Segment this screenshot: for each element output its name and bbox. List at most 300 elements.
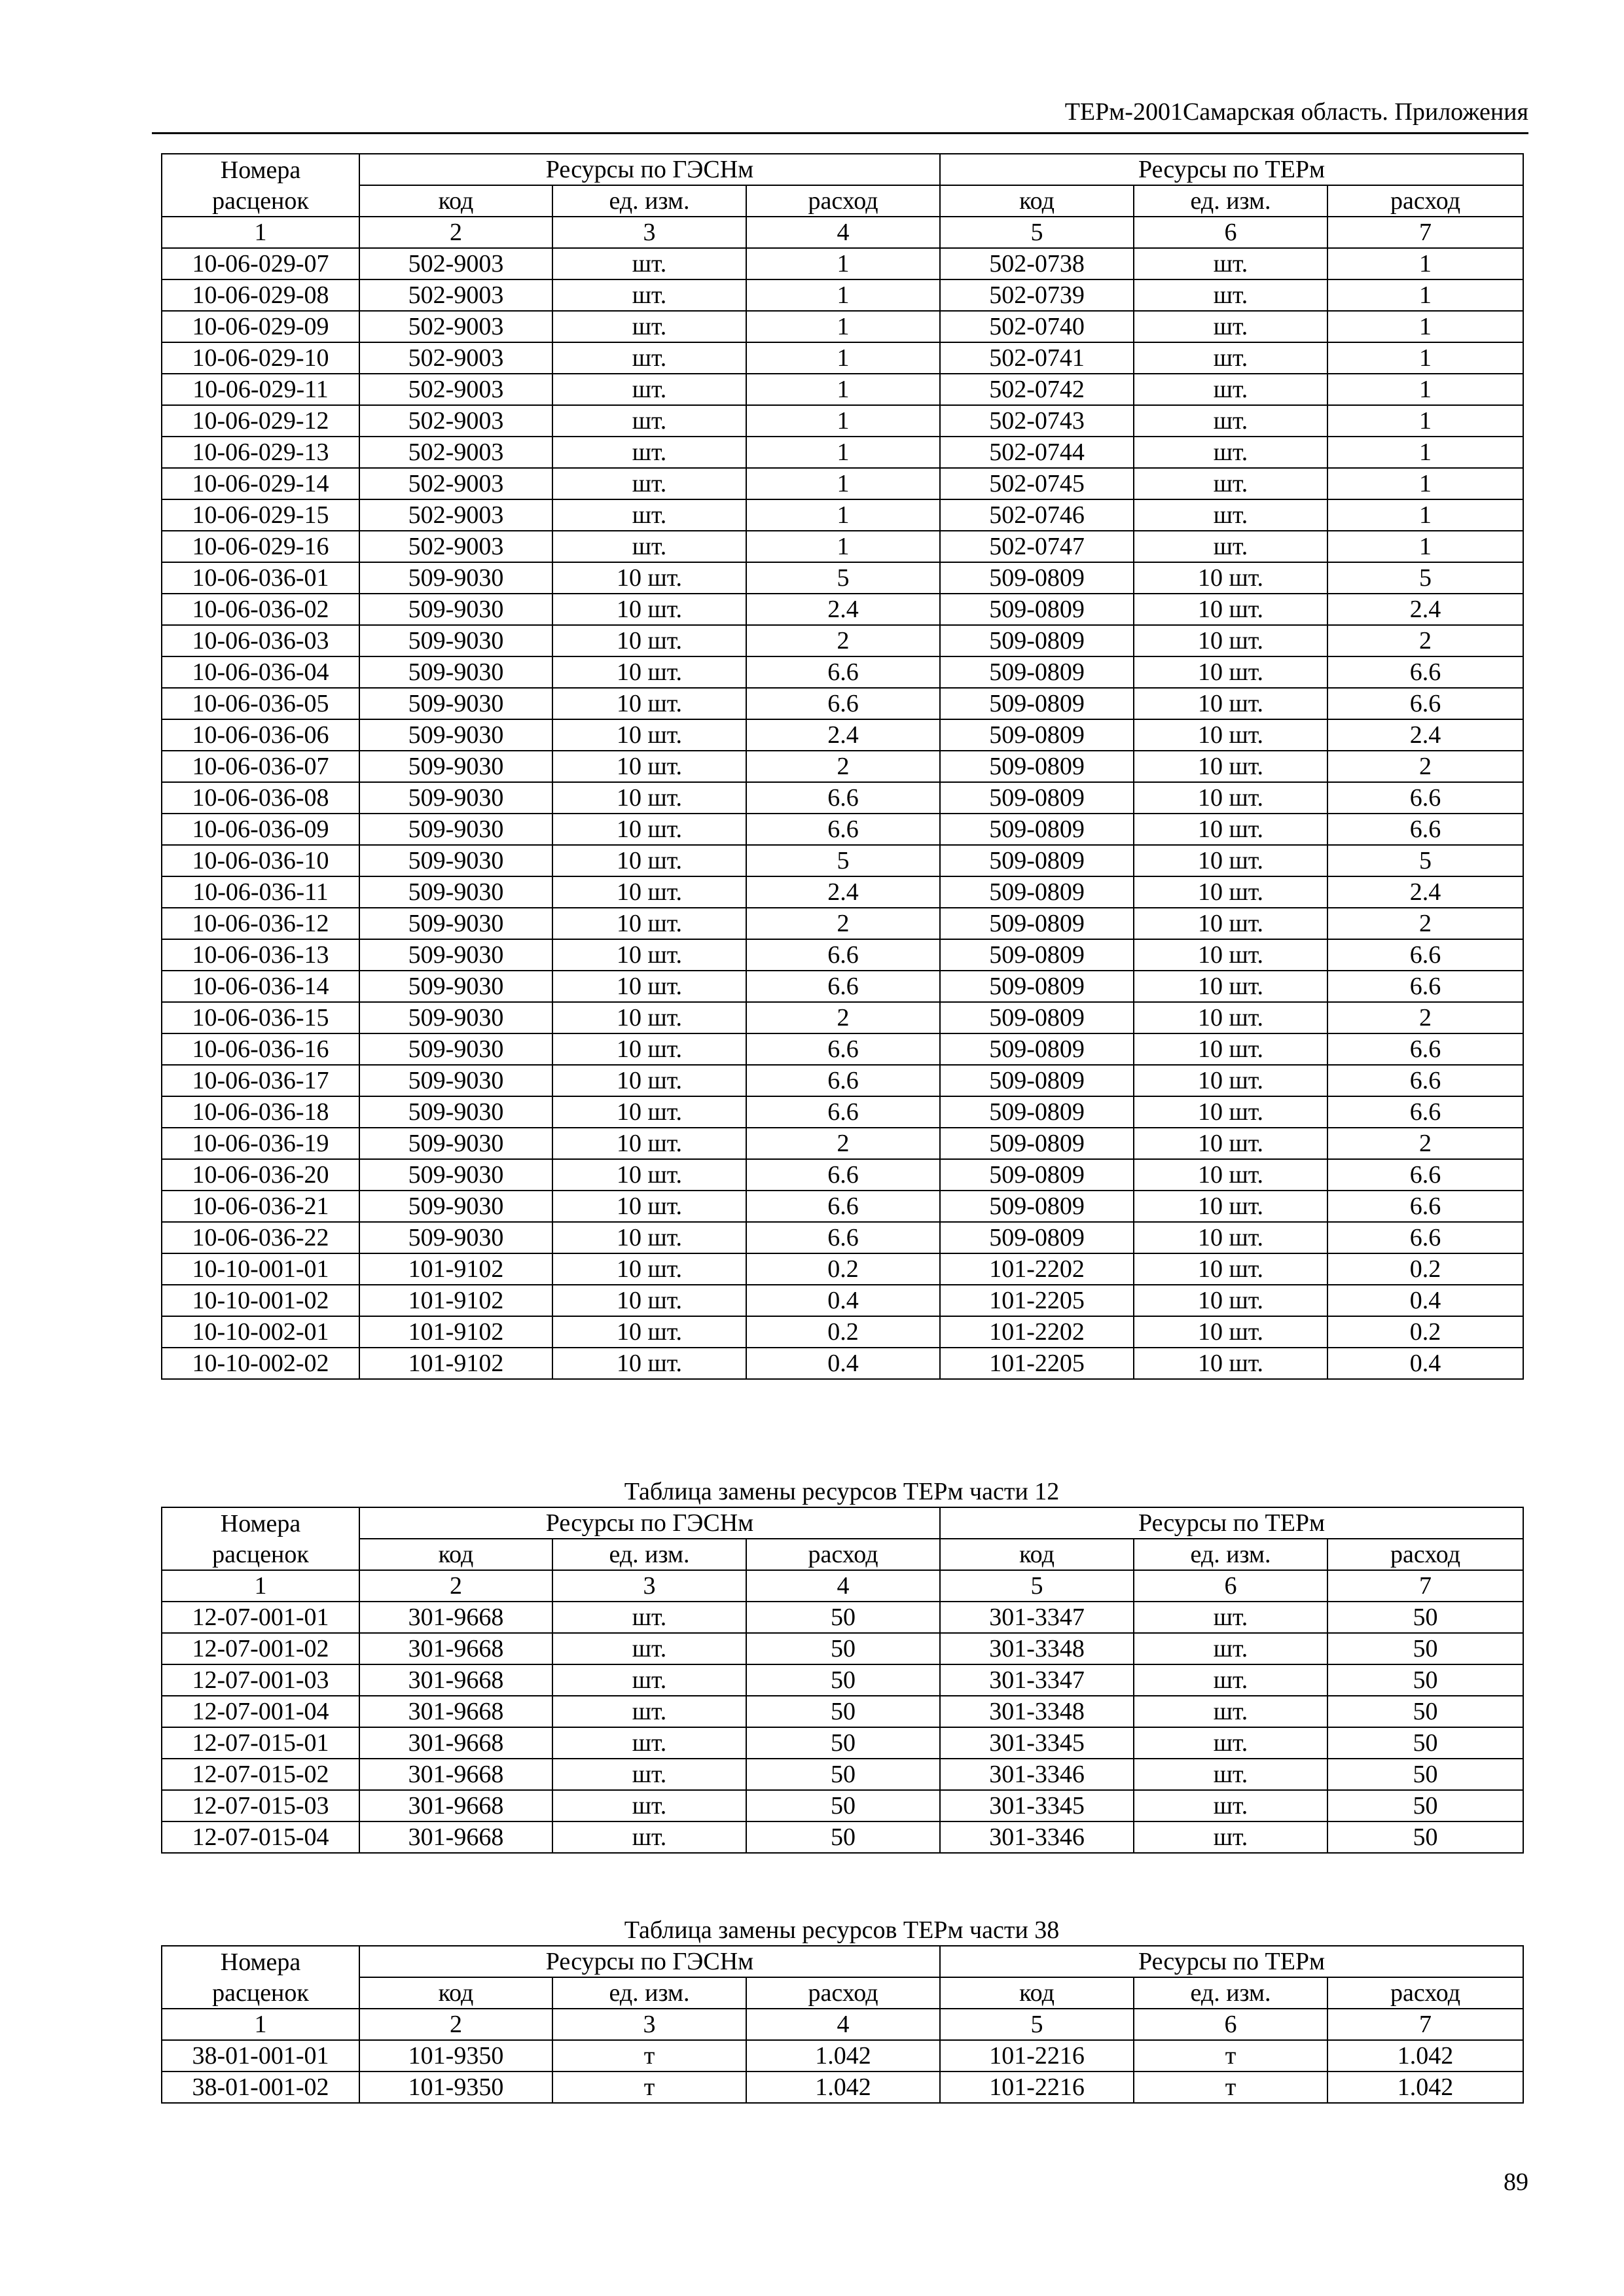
gesn-resources-header: Ресурсы по ГЭСНм [359, 1946, 940, 1977]
gesn-unit-cell: шт. [552, 1759, 746, 1790]
ter-consumption-cell: 1 [1327, 279, 1523, 311]
ter-unit-cell: шт. [1134, 499, 1327, 531]
ter-code-cell: 101-2202 [940, 1253, 1134, 1285]
gesn-unit-cell: 10 шт. [552, 562, 746, 594]
ter-code-cell: 509-0809 [940, 971, 1134, 1002]
ter-code-cell: 101-2202 [940, 1316, 1134, 1348]
table-row [162, 1191, 1523, 1222]
table-row [162, 248, 1523, 279]
gesn-consumption-cell: 2 [746, 1002, 940, 1033]
gesn-consumption-cell: 2.4 [746, 719, 940, 751]
gesn-consumption-cell: 50 [746, 1696, 940, 1727]
rate-number-cell: 12-07-015-02 [162, 1759, 359, 1790]
rate-number-cell: 10-06-029-11 [162, 374, 359, 405]
rate-number-cell: 10-06-029-08 [162, 279, 359, 311]
rate-number-cell: 12-07-015-04 [162, 1821, 359, 1853]
rate-number-cell: 12-07-001-02 [162, 1633, 359, 1664]
gesn-consumption-cell: 2.4 [746, 876, 940, 908]
ter-unit-cell: 10 шт. [1134, 1159, 1327, 1191]
gesn-code-cell: 509-9030 [359, 1222, 552, 1253]
column-index: 5 [940, 217, 1134, 248]
gesn-code-cell: 509-9030 [359, 814, 552, 845]
rate-number-cell: 12-07-001-04 [162, 1696, 359, 1727]
ter-code-header: код [940, 1539, 1134, 1570]
table-row [162, 468, 1523, 499]
table-row [162, 499, 1523, 531]
ter-unit-cell: 10 шт. [1134, 688, 1327, 719]
ter-consumption-cell: 2 [1327, 1002, 1523, 1033]
rate-number-header-cont: расценок [162, 1977, 359, 2009]
ter-consumption-cell: 2 [1327, 1128, 1523, 1159]
ter-unit-cell: шт. [1134, 1696, 1327, 1727]
gesn-consumption-cell: 6.6 [746, 1033, 940, 1065]
column-index: 3 [552, 217, 746, 248]
table-caption: Таблица замены ресурсов ТЕРм части 38 [624, 1916, 1060, 1944]
gesn-consumption-cell: 0.2 [746, 1316, 940, 1348]
ter-unit-cell: шт. [1134, 1759, 1327, 1790]
gesn-unit-cell: шт. [552, 405, 746, 437]
rate-number-header-cont: расценок [162, 1539, 359, 1570]
gesn-code-header: код [359, 1977, 552, 2009]
ter-consumption-cell: 1.042 [1327, 2040, 1523, 2072]
gesn-consumption-cell: 50 [746, 1821, 940, 1853]
ter-consumption-cell: 6.6 [1327, 656, 1523, 688]
table-row [162, 437, 1523, 468]
header-row-index [162, 217, 1523, 248]
ter-code-cell: 301-3348 [940, 1633, 1134, 1664]
gesn-code-cell: 509-9030 [359, 876, 552, 908]
gesn-consumption-cell: 1 [746, 499, 940, 531]
rate-number-header-cont: расценок [162, 185, 359, 217]
gesn-unit-cell: 10 шт. [552, 688, 746, 719]
ter-unit-cell: шт. [1134, 248, 1327, 279]
rate-number-cell: 10-06-036-13 [162, 939, 359, 971]
gesn-consumption-cell: 6.6 [746, 1096, 940, 1128]
ter-consumption-header: расход [1327, 185, 1523, 217]
ter-code-cell: 301-3347 [940, 1664, 1134, 1696]
rate-number-cell: 10-06-036-09 [162, 814, 359, 845]
table-row [162, 782, 1523, 814]
gesn-consumption-cell: 6.6 [746, 814, 940, 845]
column-index: 6 [1134, 1570, 1327, 1602]
resource-table [161, 1945, 1524, 2104]
gesn-consumption-cell: 1 [746, 437, 940, 468]
table-row [162, 719, 1523, 751]
table-row [162, 971, 1523, 1002]
table-row [162, 1065, 1523, 1096]
table-row [162, 656, 1523, 688]
gesn-consumption-cell: 1 [746, 248, 940, 279]
ter-unit-cell: 10 шт. [1134, 1065, 1327, 1096]
gesn-code-cell: 509-9030 [359, 782, 552, 814]
gesn-code-cell: 509-9030 [359, 594, 552, 625]
gesn-unit-cell: шт. [552, 248, 746, 279]
column-index: 4 [746, 1570, 940, 1602]
table-row [162, 374, 1523, 405]
rate-number-cell: 38-01-001-02 [162, 2072, 359, 2103]
table-row [162, 279, 1523, 311]
column-index: 4 [746, 217, 940, 248]
header-row-subcolumns [162, 1977, 1523, 2009]
rate-number-header: Номера [162, 1507, 359, 1539]
ter-code-cell: 509-0809 [940, 939, 1134, 971]
ter-unit-header: ед. изм. [1134, 1539, 1327, 1570]
ter-unit-cell: 10 шт. [1134, 814, 1327, 845]
ter-unit-cell: 10 шт. [1134, 562, 1327, 594]
gesn-unit-cell: 10 шт. [552, 719, 746, 751]
gesn-unit-cell: шт. [552, 499, 746, 531]
ter-unit-cell: шт. [1134, 1664, 1327, 1696]
ter-code-cell: 509-0809 [940, 1096, 1134, 1128]
ter-code-cell: 509-0809 [940, 594, 1134, 625]
rate-number-cell: 10-06-029-16 [162, 531, 359, 562]
ter-unit-cell: 10 шт. [1134, 908, 1327, 939]
gesn-consumption-cell: 1.042 [746, 2040, 940, 2072]
gesn-code-cell: 301-9668 [359, 1821, 552, 1853]
header-row-subcolumns [162, 1539, 1523, 1570]
ter-unit-cell: 10 шт. [1134, 939, 1327, 971]
ter-consumption-cell: 2.4 [1327, 876, 1523, 908]
column-index: 6 [1134, 2009, 1327, 2040]
gesn-code-cell: 502-9003 [359, 374, 552, 405]
column-index: 3 [552, 1570, 746, 1602]
ter-code-cell: 502-0740 [940, 311, 1134, 342]
ter-resources-header: Ресурсы по ТЕРм [940, 154, 1523, 185]
gesn-consumption-cell: 1 [746, 531, 940, 562]
table-row [162, 1316, 1523, 1348]
ter-code-cell: 509-0809 [940, 1128, 1134, 1159]
ter-unit-cell: 10 шт. [1134, 1348, 1327, 1379]
gesn-unit-cell: шт. [552, 1633, 746, 1664]
table-row [162, 688, 1523, 719]
ter-code-cell: 502-0738 [940, 248, 1134, 279]
ter-consumption-cell: 0.2 [1327, 1316, 1523, 1348]
ter-consumption-cell: 6.6 [1327, 939, 1523, 971]
gesn-unit-cell: 10 шт. [552, 908, 746, 939]
table-row [162, 1602, 1523, 1633]
rate-number-cell: 10-06-029-07 [162, 248, 359, 279]
rate-number-cell: 10-06-036-06 [162, 719, 359, 751]
table-row [162, 1348, 1523, 1379]
column-index: 4 [746, 2009, 940, 2040]
rate-number-header: Номера [162, 1946, 359, 1977]
column-index: 6 [1134, 217, 1327, 248]
gesn-unit-cell: 10 шт. [552, 782, 746, 814]
gesn-consumption-cell: 1 [746, 405, 940, 437]
table-row [162, 625, 1523, 656]
gesn-consumption-cell: 1 [746, 342, 940, 374]
gesn-code-cell: 509-9030 [359, 562, 552, 594]
gesn-unit-cell: 10 шт. [552, 1191, 746, 1222]
rate-number-cell: 10-06-036-17 [162, 1065, 359, 1096]
ter-consumption-cell: 1 [1327, 405, 1523, 437]
ter-unit-cell: 10 шт. [1134, 1096, 1327, 1128]
ter-consumption-cell: 6.6 [1327, 1191, 1523, 1222]
gesn-unit-cell: т [552, 2072, 746, 2103]
gesn-unit-cell: 10 шт. [552, 939, 746, 971]
rate-number-cell: 10-06-036-22 [162, 1222, 359, 1253]
ter-consumption-cell: 50 [1327, 1821, 1523, 1853]
ter-code-cell: 509-0809 [940, 908, 1134, 939]
gesn-consumption-cell: 6.6 [746, 971, 940, 1002]
ter-consumption-cell: 2 [1327, 625, 1523, 656]
rate-number-cell: 10-06-036-07 [162, 751, 359, 782]
gesn-unit-cell: 10 шт. [552, 1253, 746, 1285]
gesn-unit-cell: 10 шт. [552, 1065, 746, 1096]
gesn-consumption-cell: 2 [746, 625, 940, 656]
ter-code-cell: 509-0809 [940, 625, 1134, 656]
resource-table-part-10 [161, 153, 1523, 1380]
ter-consumption-cell: 1 [1327, 499, 1523, 531]
rate-number-cell: 10-06-029-15 [162, 499, 359, 531]
gesn-unit-cell: шт. [552, 468, 746, 499]
gesn-code-cell: 101-9102 [359, 1348, 552, 1379]
gesn-code-cell: 301-9668 [359, 1602, 552, 1633]
gesn-code-cell: 101-9102 [359, 1316, 552, 1348]
gesn-unit-cell: шт. [552, 1696, 746, 1727]
ter-unit-cell: шт. [1134, 1790, 1327, 1821]
ter-code-cell: 509-0809 [940, 876, 1134, 908]
gesn-unit-cell: 10 шт. [552, 814, 746, 845]
ter-consumption-cell: 6.6 [1327, 971, 1523, 1002]
ter-code-cell: 509-0809 [940, 1065, 1134, 1096]
gesn-code-cell: 509-9030 [359, 1191, 552, 1222]
gesn-consumption-header: расход [746, 1539, 940, 1570]
gesn-unit-cell: 10 шт. [552, 656, 746, 688]
ter-code-cell: 101-2216 [940, 2040, 1134, 2072]
gesn-unit-cell: шт. [552, 531, 746, 562]
gesn-code-cell: 301-9668 [359, 1664, 552, 1696]
rate-number-cell: 10-06-036-14 [162, 971, 359, 1002]
ter-unit-cell: 10 шт. [1134, 625, 1327, 656]
gesn-consumption-cell: 50 [746, 1633, 940, 1664]
ter-consumption-cell: 5 [1327, 845, 1523, 876]
gesn-code-cell: 502-9003 [359, 437, 552, 468]
gesn-consumption-cell: 6.6 [746, 939, 940, 971]
rate-number-cell: 10-06-036-21 [162, 1191, 359, 1222]
ter-unit-cell: шт. [1134, 279, 1327, 311]
table-row [162, 1727, 1523, 1759]
ter-code-header: код [940, 1977, 1134, 2009]
gesn-code-cell: 509-9030 [359, 625, 552, 656]
ter-consumption-cell: 0.4 [1327, 1348, 1523, 1379]
ter-code-cell: 509-0809 [940, 782, 1134, 814]
ter-consumption-cell: 5 [1327, 562, 1523, 594]
ter-consumption-cell: 50 [1327, 1633, 1523, 1664]
gesn-consumption-cell: 1.042 [746, 2072, 940, 2103]
gesn-unit-cell: 10 шт. [552, 1128, 746, 1159]
ter-unit-cell: 10 шт. [1134, 845, 1327, 876]
ter-unit-cell: 10 шт. [1134, 1253, 1327, 1285]
rate-number-cell: 10-06-029-09 [162, 311, 359, 342]
ter-consumption-cell: 1 [1327, 342, 1523, 374]
gesn-unit-cell: шт. [552, 1821, 746, 1853]
ter-consumption-cell: 6.6 [1327, 1033, 1523, 1065]
rate-number-cell: 12-07-001-01 [162, 1602, 359, 1633]
gesn-consumption-cell: 6.6 [746, 656, 940, 688]
ter-consumption-cell: 2 [1327, 908, 1523, 939]
gesn-consumption-cell: 50 [746, 1727, 940, 1759]
gesn-code-cell: 502-9003 [359, 468, 552, 499]
ter-code-cell: 502-0743 [940, 405, 1134, 437]
gesn-consumption-cell: 2 [746, 908, 940, 939]
gesn-code-cell: 502-9003 [359, 311, 552, 342]
table-row [162, 1002, 1523, 1033]
table-row [162, 531, 1523, 562]
ter-code-cell: 502-0746 [940, 499, 1134, 531]
gesn-unit-cell: 10 шт. [552, 1002, 746, 1033]
ter-unit-cell: 10 шт. [1134, 1285, 1327, 1316]
gesn-consumption-cell: 1 [746, 374, 940, 405]
ter-consumption-cell: 1 [1327, 468, 1523, 499]
gesn-code-cell: 101-9350 [359, 2072, 552, 2103]
table-row [162, 1096, 1523, 1128]
gesn-unit-cell: шт. [552, 279, 746, 311]
gesn-consumption-cell: 50 [746, 1790, 940, 1821]
table-row [162, 1664, 1523, 1696]
table-row [162, 1033, 1523, 1065]
ter-consumption-cell: 2 [1327, 751, 1523, 782]
header-row-groups [162, 1946, 1523, 1977]
ter-unit-cell: шт. [1134, 405, 1327, 437]
ter-consumption-cell: 50 [1327, 1664, 1523, 1696]
column-index: 1 [162, 2009, 359, 2040]
table-row [162, 1222, 1523, 1253]
gesn-consumption-cell: 5 [746, 845, 940, 876]
gesn-consumption-cell: 2.4 [746, 594, 940, 625]
rate-number-cell: 10-06-036-20 [162, 1159, 359, 1191]
table-row [162, 1285, 1523, 1316]
ter-unit-cell: 10 шт. [1134, 876, 1327, 908]
rate-number-cell: 10-06-029-14 [162, 468, 359, 499]
ter-consumption-cell: 6.6 [1327, 782, 1523, 814]
ter-consumption-cell: 1 [1327, 248, 1523, 279]
ter-code-cell: 509-0809 [940, 688, 1134, 719]
gesn-code-cell: 509-9030 [359, 688, 552, 719]
ter-consumption-cell: 1 [1327, 311, 1523, 342]
column-index: 2 [359, 2009, 552, 2040]
ter-code-cell: 509-0809 [940, 562, 1134, 594]
table-row [162, 1821, 1523, 1853]
rate-number-cell: 10-10-002-01 [162, 1316, 359, 1348]
gesn-consumption-header: расход [746, 1977, 940, 2009]
ter-consumption-header: расход [1327, 1977, 1523, 2009]
gesn-resources-header: Ресурсы по ГЭСНм [359, 154, 940, 185]
ter-consumption-cell: 6.6 [1327, 1159, 1523, 1191]
column-index: 7 [1327, 1570, 1523, 1602]
rate-number-header: Номера [162, 154, 359, 185]
table-row [162, 814, 1523, 845]
ter-code-header: код [940, 185, 1134, 217]
gesn-unit-cell: шт. [552, 342, 746, 374]
ter-code-cell: 509-0809 [940, 814, 1134, 845]
gesn-code-cell: 502-9003 [359, 531, 552, 562]
rate-number-cell: 10-06-029-10 [162, 342, 359, 374]
header-row-groups [162, 154, 1523, 185]
gesn-code-cell: 509-9030 [359, 719, 552, 751]
gesn-unit-cell: 10 шт. [552, 594, 746, 625]
table-row [162, 405, 1523, 437]
ter-consumption-cell: 1 [1327, 374, 1523, 405]
ter-unit-cell: 10 шт. [1134, 656, 1327, 688]
ter-code-cell: 509-0809 [940, 1222, 1134, 1253]
ter-unit-cell: шт. [1134, 1633, 1327, 1664]
rate-number-cell: 10-06-036-08 [162, 782, 359, 814]
column-index: 2 [359, 217, 552, 248]
column-index: 1 [162, 1570, 359, 1602]
gesn-unit-cell: шт. [552, 1664, 746, 1696]
ter-unit-cell: т [1134, 2040, 1327, 2072]
rate-number-cell: 10-10-002-02 [162, 1348, 359, 1379]
gesn-consumption-cell: 1 [746, 279, 940, 311]
gesn-consumption-cell: 6.6 [746, 782, 940, 814]
gesn-code-cell: 509-9030 [359, 751, 552, 782]
gesn-consumption-cell: 50 [746, 1664, 940, 1696]
gesn-unit-cell: 10 шт. [552, 971, 746, 1002]
gesn-unit-cell: 10 шт. [552, 1096, 746, 1128]
ter-unit-header: ед. изм. [1134, 1977, 1327, 2009]
gesn-unit-cell: 10 шт. [552, 1285, 746, 1316]
ter-consumption-cell: 1 [1327, 531, 1523, 562]
rate-number-cell: 10-06-036-02 [162, 594, 359, 625]
ter-unit-cell: 10 шт. [1134, 971, 1327, 1002]
ter-consumption-cell: 50 [1327, 1602, 1523, 1633]
ter-consumption-cell: 1.042 [1327, 2072, 1523, 2103]
header-row-index [162, 1570, 1523, 1602]
rate-number-cell: 10-06-036-04 [162, 656, 359, 688]
table-row [162, 311, 1523, 342]
ter-consumption-header: расход [1327, 1539, 1523, 1570]
gesn-unit-cell: т [552, 2040, 746, 2072]
ter-unit-cell: шт. [1134, 374, 1327, 405]
ter-consumption-cell: 50 [1327, 1696, 1523, 1727]
rate-number-cell: 10-06-036-01 [162, 562, 359, 594]
ter-unit-cell: 10 шт. [1134, 1316, 1327, 1348]
gesn-code-cell: 301-9668 [359, 1633, 552, 1664]
column-index: 7 [1327, 217, 1523, 248]
table-caption: Таблица замены ресурсов ТЕРм части 12 [624, 1478, 1060, 1505]
rate-number-cell: 10-10-001-02 [162, 1285, 359, 1316]
ter-unit-cell: 10 шт. [1134, 782, 1327, 814]
ter-code-cell: 301-3346 [940, 1821, 1134, 1853]
column-index: 2 [359, 1570, 552, 1602]
resource-table-part-12 [161, 1477, 1523, 1854]
gesn-unit-cell: 10 шт. [552, 876, 746, 908]
ter-unit-cell: шт. [1134, 1727, 1327, 1759]
rate-number-cell: 10-06-036-05 [162, 688, 359, 719]
ter-code-cell: 509-0809 [940, 1159, 1134, 1191]
page-number: 89 [1504, 2168, 1528, 2196]
ter-code-cell: 509-0809 [940, 1191, 1134, 1222]
ter-unit-header: ед. изм. [1134, 185, 1327, 217]
ter-consumption-cell: 0.2 [1327, 1253, 1523, 1285]
rate-number-cell: 10-06-036-03 [162, 625, 359, 656]
ter-code-cell: 509-0809 [940, 1002, 1134, 1033]
rate-number-cell: 10-06-036-11 [162, 876, 359, 908]
table-row [162, 2072, 1523, 2103]
ter-unit-cell: 10 шт. [1134, 1002, 1327, 1033]
rate-number-cell: 12-07-015-01 [162, 1727, 359, 1759]
ter-code-cell: 502-0742 [940, 374, 1134, 405]
gesn-unit-header: ед. изм. [552, 1539, 746, 1570]
gesn-unit-cell: 10 шт. [552, 1159, 746, 1191]
ter-code-cell: 502-0739 [940, 279, 1134, 311]
gesn-code-header: код [359, 185, 552, 217]
table-row [162, 1633, 1523, 1664]
gesn-code-cell: 509-9030 [359, 939, 552, 971]
gesn-code-cell: 509-9030 [359, 1065, 552, 1096]
ter-unit-cell: 10 шт. [1134, 594, 1327, 625]
